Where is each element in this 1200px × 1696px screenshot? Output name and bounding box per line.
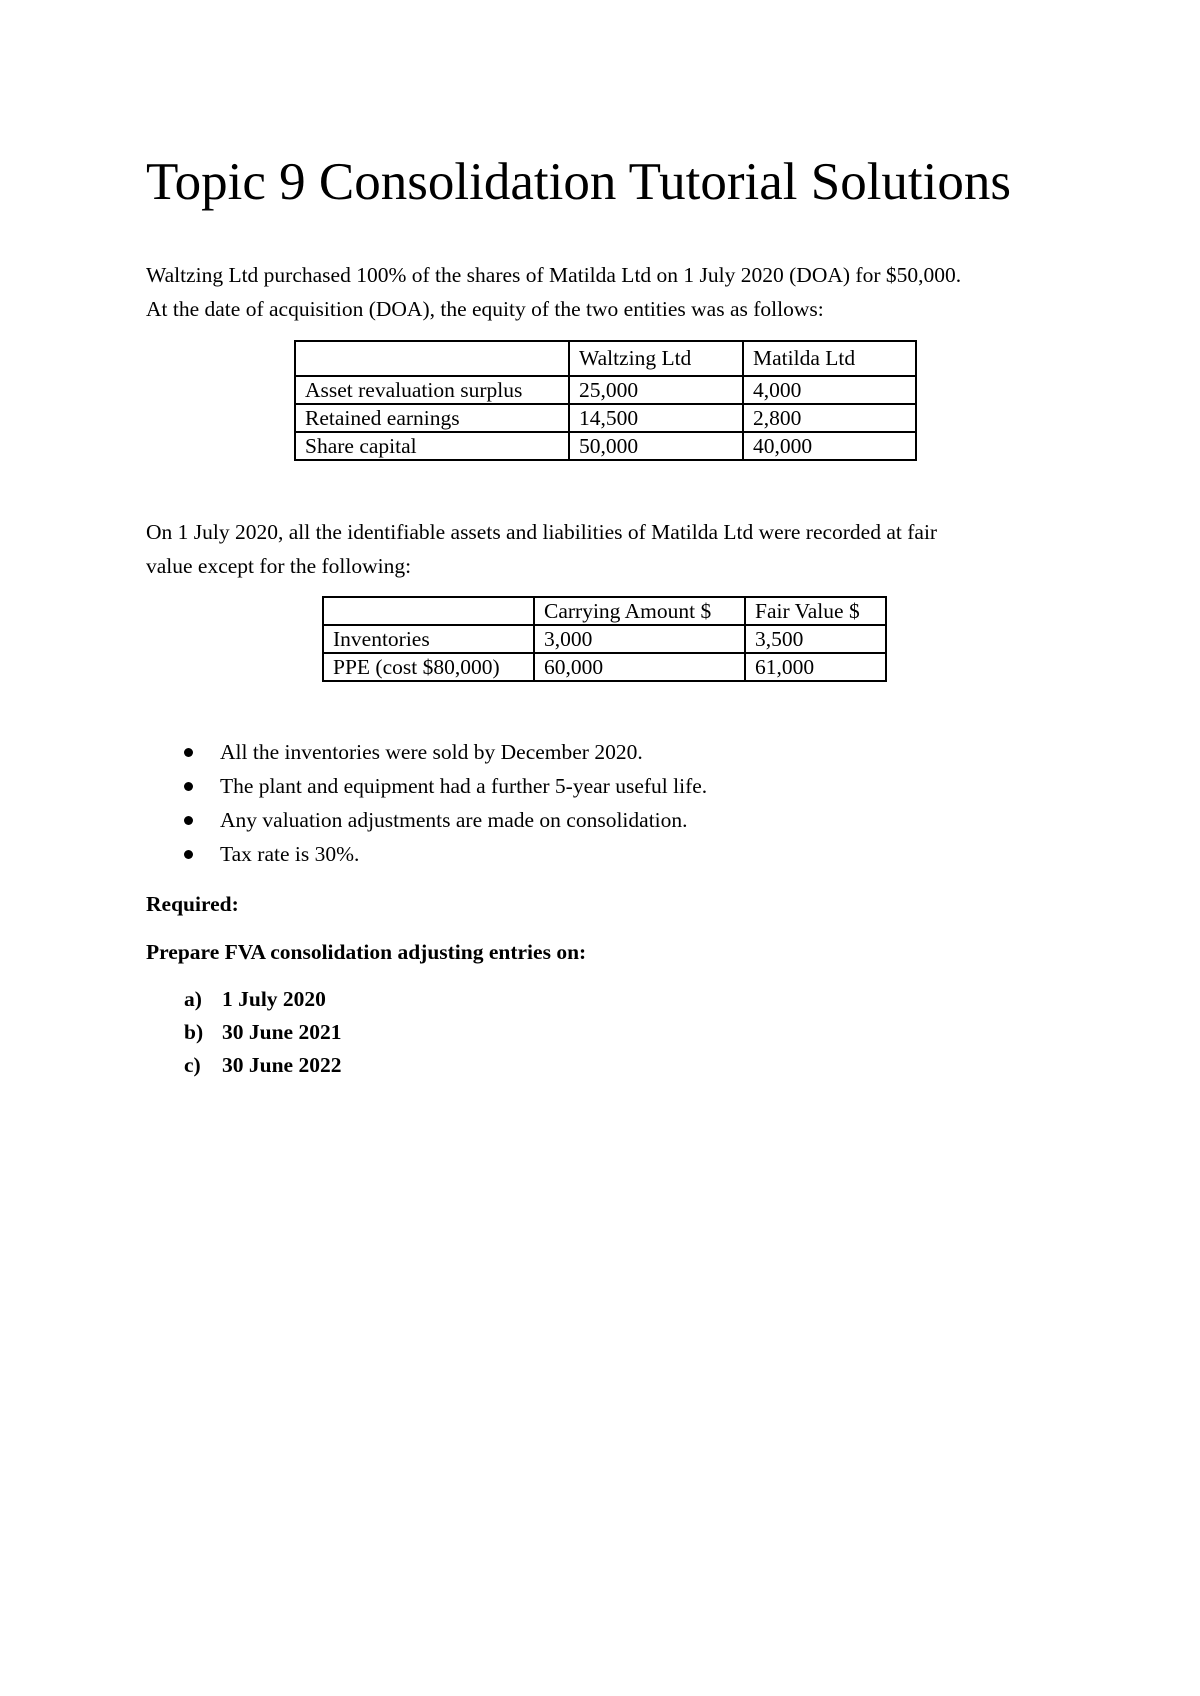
question-parts-list	[146, 983, 341, 1082]
table-header-row	[295, 341, 916, 376]
page-title: Topic 9 Consolidation Tutorial Solutions	[146, 153, 1012, 211]
assumptions-list	[146, 735, 707, 871]
fair-value-paragraph	[146, 515, 937, 583]
table-row	[295, 404, 916, 432]
list-item	[146, 769, 707, 803]
table-cell: 60,000	[534, 653, 745, 681]
table-cell: 25,000	[569, 376, 743, 404]
list-item-text: 1 July 2020	[222, 987, 326, 1011]
list-item-text: 30 June 2022	[222, 1053, 342, 1077]
table-row	[295, 376, 916, 404]
table-cell: 61,000	[745, 653, 886, 681]
bullet-dot-icon	[184, 782, 193, 791]
table-header-row	[323, 597, 886, 625]
table-header-cell: Matilda Ltd	[743, 341, 916, 376]
list-item	[146, 1016, 341, 1049]
list-item-text: The plant and equipment had a further 5-year useful life.	[220, 774, 708, 798]
table-cell: 14,500	[569, 404, 743, 432]
bullet-dot-icon	[184, 748, 193, 757]
table-cell: Asset revaluation surplus	[295, 376, 569, 404]
list-marker: a)	[184, 987, 202, 1011]
table-cell: Retained earnings	[295, 404, 569, 432]
table-cell: 2,800	[743, 404, 916, 432]
intro-paragraph	[146, 258, 961, 326]
prepare-instruction: Prepare FVA consolidation adjusting entries on:	[146, 940, 587, 964]
table-header-cell: Carrying Amount $	[534, 597, 745, 625]
fair-value-line-1: On 1 July 2020, all the identifiable assets and liabilities of Matilda Ltd were recorded at fair	[146, 520, 938, 544]
list-item	[146, 803, 707, 837]
required-heading: Required:	[146, 892, 239, 916]
list-item	[146, 1049, 341, 1082]
list-item-text: All the inventories were sold by December 2020.	[220, 740, 643, 764]
table-cell: Inventories	[323, 625, 534, 653]
list-item-text: Tax rate is 30%.	[220, 842, 360, 866]
table-cell: Share capital	[295, 432, 569, 460]
table-header-cell	[295, 341, 569, 376]
table-cell: PPE (cost $80,000)	[323, 653, 534, 681]
table-cell: 3,500	[745, 625, 886, 653]
bullet-dot-icon	[184, 850, 193, 859]
list-item	[146, 735, 707, 769]
fair-value-table	[322, 596, 887, 682]
list-item-text: 30 June 2021	[222, 1020, 342, 1044]
bullet-dot-icon	[184, 816, 193, 825]
equity-table	[294, 340, 917, 461]
table-header-cell: Waltzing Ltd	[569, 341, 743, 376]
table-cell: 4,000	[743, 376, 916, 404]
table-row	[323, 653, 886, 681]
list-item-text: Any valuation adjustments are made on consolidation.	[220, 808, 688, 832]
table-cell: 40,000	[743, 432, 916, 460]
table-cell: 50,000	[569, 432, 743, 460]
list-marker: b)	[184, 1020, 204, 1044]
list-marker: c)	[184, 1053, 201, 1077]
fair-value-line-2: value except for the following:	[146, 554, 412, 578]
table-header-cell: Fair Value $	[745, 597, 886, 625]
table-row	[323, 625, 886, 653]
table-header-cell	[323, 597, 534, 625]
table-row	[295, 432, 916, 460]
intro-line-1: Waltzing Ltd purchased 100% of the shares of Matilda Ltd on 1 July 2020 (DOA) for $50,000.	[146, 263, 962, 287]
list-item	[146, 983, 341, 1016]
intro-line-2: At the date of acquisition (DOA), the equity of the two entities was as follows:	[146, 297, 824, 321]
table-cell: 3,000	[534, 625, 745, 653]
list-item	[146, 837, 707, 871]
